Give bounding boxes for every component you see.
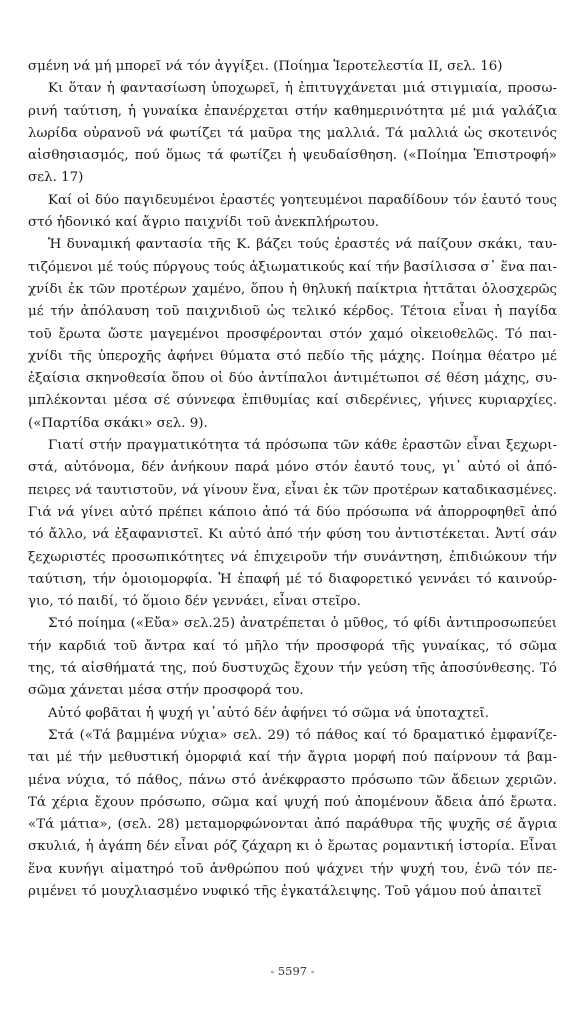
- text-line: ἕνα κυνήγι αἱματηρό τοῦ ἀνθρώπου πού ψάχνει τήν ψυχή του, ἐνῶ τόν πε-: [28, 861, 557, 877]
- text-line: πειρες νά ταυτιστοῦν, νά γίνουν ἕνα, εἶναι ἐκ τῶν προτέρων καταδικασμένες.: [28, 482, 557, 498]
- text-line: μέ τήν ἀπόλαυση τοῦ παιχνιδιοῦ ὡς τελικό κέρδος. Τέτοια εἶναι ἡ παγίδα: [28, 304, 557, 320]
- text-line: της, τά αἰσθήματά της, πού δυστυχῶς ἔχουν τήν γεύση τῆς ἀποσύνθεσης. Τό: [28, 661, 557, 677]
- text-line: σμένη νά μή μπορεῖ νά τόν ἀγγίξει. (Ποίημα Ἱεροτελεστία ΙΙ, σελ. 16): [28, 59, 503, 74]
- text-line: λωρίδα οὐρανοῦ νά φωτίζει τά μαῦρα της μαλλιά. Τά μαλλιά ὡς σκοτεινός: [28, 125, 557, 141]
- text-line: σκυλιά, ἡ ἀγάπη δέν εἶναι ρόζ ζάχαρη κι ὁ ἔρωτας ρομαντική ἱστορία. Εἶναι: [28, 839, 557, 855]
- text-line: Καί οἱ δύο παγιδευμένοι ἐραστές γοητευμένοι παραδίδουν τόν ἑαυτό τους: [48, 192, 557, 208]
- paragraph: [28, 725, 557, 903]
- text-line: Γιατί στήν πραγματικότητα τά πρόσωπα τῶν κάθε ἐραστῶν εἶναι ξεχωρι-: [48, 438, 557, 454]
- text-line: σῶμα χάνεται μέσα στήν προσφορά του.: [28, 683, 304, 699]
- text-line: ρινή ταύτιση, ἡ γυναίκα ἐπανέρχεται στήν καθημερινότητα μέ μιά γαλάζια: [28, 103, 557, 119]
- text-line: αἰσθησιασμός, πού ὅμως τά φωτίζει ἡ ψευδαίσθηση. («Ποίημα Ἐπιστροφή»: [28, 148, 557, 164]
- paragraph: [28, 190, 557, 235]
- text-line: ται μέ τήν μεθυστική ὀμορφιά καί τήν ἄγρια μορφή πού παίρνουν τά βαμ-: [28, 750, 557, 766]
- text-line: χνίδι τῆς ὑπεροχῆς ἀφήνει θύματα στό πεδίο τῆς μάχης. Ποίημα θέατρο μέ: [28, 348, 557, 364]
- paragraph: [28, 234, 557, 435]
- text-line: μπλέκονται μέσα σέ σύννεφα ἐπιθυμίας καί σιδερένιες, γήινες κυριαρχίες.: [28, 393, 557, 409]
- text-line: Γιά νά γίνει αὐτό πρέπει κάποιο ἀπό τά δύο πρόσωπα νά ἀπορροφηθεῖ ἀπό: [28, 504, 557, 520]
- page-number: - 5597 -: [270, 964, 315, 978]
- text-line: χνίδι ἐκ τῶν προτέρων χαμένο, ὅπου ἡ θηλυκή παίκτρια ἡττᾶται ὁλοσχερῶς: [28, 281, 557, 297]
- text-line: σελ. 17): [28, 170, 84, 186]
- paragraph: [28, 56, 557, 78]
- text-line: ἐξαίσια σκηνοθεσία ὅπου οἱ δύο ἀντίπαλοι ἀντιμέτωποι σέ θέση μάχης, συ-: [28, 371, 557, 387]
- text-line: Αὐτό φοβᾶται ἡ ψυχή γι᾽αὐτό δέν ἀφήνει τό σῶμα νά ὑποταχτεῖ.: [48, 705, 489, 721]
- paragraph: [28, 78, 557, 189]
- text-line: γιο, τό παιδί, τό ὅμοιο δέν γεννάει, εἶναι στεῖρο.: [28, 594, 361, 610]
- text-line: στά, αὐτόνομα, δέν ἀνήκουν παρά μόνο στόν ἑαυτό τους, γι᾽ αὐτό οἱ ἀπό-: [28, 460, 557, 476]
- text-line: Στά («Τά βαμμένα νύχια» σελ. 29) τό πάθος καί τό δραματικό ἐμφανίζε-: [48, 727, 557, 743]
- text-line: Στό ποίημα («Εὔα» σελ.25) ἀνατρέπεται ὁ μῦθος, τό φίδι ἀντιπροσωπεύει: [48, 616, 557, 632]
- paragraph: [28, 435, 557, 613]
- text-line: ριμένει τό μουχλιασμένο νυφικό τῆς ἐγκατάλειψης. Τοῦ γάμου πού ἀπαιτεῖ: [28, 883, 542, 899]
- paragraph: [28, 613, 557, 702]
- text-body: [28, 56, 557, 903]
- text-line: Τά χέρια ἔχουν πρόσωπο, σῶμα καί ψυχή πού ἀπομένουν ἄδεια ἀπό ἔρωτα.: [28, 794, 557, 810]
- text-line: τήν καρδιά τοῦ ἄντρα καί τό μῆλο τήν προσφορά τῆς γυναίκας, τό σῶμα: [28, 638, 557, 654]
- text-line: ξεχωριστές προσωπικότητες νά ἐπιχειροῦν τήν συνάντηση, ἐπιδιώκουν τήν: [28, 549, 557, 565]
- text-line: τό ἄλλο, νά ἐξαφανιστεῖ. Κι αὐτό ἀπό τήν φύση του ἀντιστέκεται. Ἀντί σάν: [28, 527, 557, 543]
- text-line: («Παρτίδα σκάκι» σελ. 9).: [28, 415, 208, 431]
- text-line: ταύτιση, τήν ὁμοιομορφία. Ἡ ἐπαφή μέ τό διαφορετικό γεννάει τό καινούρ-: [28, 571, 557, 587]
- text-line: Κι ὅταν ἡ φαντασίωση ὑποχωρεῖ, ἡ ἐπιτυγχάνεται μιά στιγμιαία, προσω-: [48, 81, 557, 97]
- text-line: μένα νύχια, τό πάθος, πάνω στό ἀνέκφραστο πρόσωπο τῶν ἄδειων χεριῶν.: [28, 772, 557, 788]
- text-line: τοῦ ἔρωτα ὥστε μαγεμένοι προσφέρονται στόν χαμό οἰκειοθελῶς. Τό παι-: [28, 326, 557, 342]
- text-line: Ἡ δυναμική φαντασία τῆς Κ. βάζει τούς ἐραστές νά παίζουν σκάκι, ταυ-: [48, 237, 557, 253]
- text-line: τιζόμενοι μέ τούς πύργους τούς ἀξιωματικούς καί τήν βασίλισσα σ᾽ ἕνα παι-: [28, 259, 557, 275]
- text-line: στό ἡδονικό καί ἄγριο παιχνίδι τοῦ ἀνεκπλήρωτου.: [28, 215, 379, 231]
- text-line: «Τά μάτια», (σελ. 28) μεταμορφώνονται ἀπό παράθυρα τῆς ψυχῆς σέ ἄγρια: [28, 817, 557, 833]
- paragraph: [28, 703, 557, 725]
